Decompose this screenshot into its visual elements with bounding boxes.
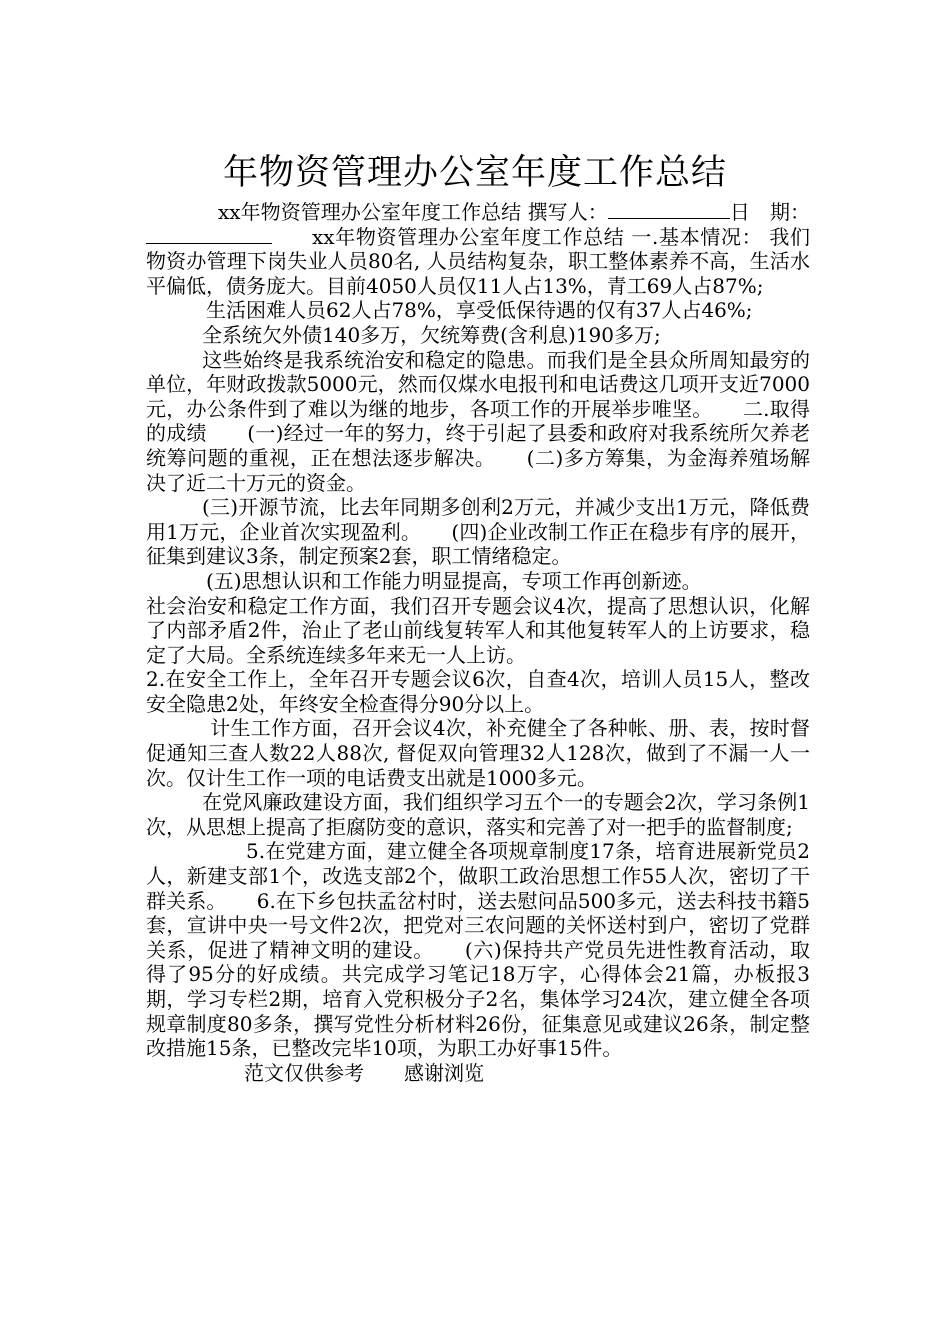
- paragraph-thinking-text: (五)思想认识和工作能力明显提高，专项工作再创新迹。: [206, 568, 702, 593]
- paragraph-party-building: [146, 839, 810, 1060]
- paragraph-thinking: [146, 569, 810, 594]
- paragraph-hardship-text: 生活困难人员62人占78%，享受低保待遇的仅有37人占46%;: [206, 298, 753, 323]
- intro-heading-author: xx年物资管理办公室年度工作总结 撰写人：: [218, 200, 608, 224]
- date-blank: [146, 227, 272, 244]
- paragraph-debt: [146, 323, 810, 348]
- paragraph-family-planning: [146, 716, 810, 790]
- paragraph-safety: [146, 667, 810, 716]
- paragraph-hazards-text: 这些始终是我系统治安和稳定的隐患。而我们是全县众所周知最穷的单位，年财政拨款5000元，然而仅煤水电报刊和电话费这几项开支近7000元，办公条件到了难以为继的地步，各项工作的开展举步唯坚。 二.取得的成绩 (一)经过一年的努力，终于引起了县委和政府对我系统所欠养老统筹问题的重视，正在想法逐步解决。 (二)多方筹集，为金海养殖场解决了近二十万元的资金。: [146, 347, 810, 495]
- paragraph-public-security: [146, 594, 810, 668]
- paragraph-integrity: [146, 790, 810, 839]
- paragraph-cost-saving: [146, 495, 810, 569]
- paragraph-intro: [146, 200, 810, 298]
- paragraph-hazards: [146, 348, 810, 496]
- paragraph-public-security-text: 社会治安和稳定工作方面，我们召开专题会议4次，提高了思想认识，化解了内部矛盾2件，治止了老山前线复转军人和其他复转军人的上访要求，稳定了大局。全系统连续多年来无一人上访。: [146, 593, 810, 667]
- author-blank: [608, 202, 730, 219]
- paragraph-cost-saving-text: (三)开源节流，比去年同期多创利2万元，并减少支出1万元，降低费用1万元，企业首次实现盈利。 (四)企业改制工作正在稳步有序的展开，征集到建议3条，制定预案2套，职工情绪稳定。: [146, 495, 810, 569]
- paragraph-integrity-text: 在党风廉政建设方面，我们组织学习五个一的专题会2次，学习条例1次，从思想上提高了拒腐防变的意识，落实和完善了对一把手的监督制度;: [146, 790, 810, 839]
- footer-note: 范文仅供参考 感谢浏览: [244, 1060, 484, 1085]
- paragraph-party-building-text: 5.在党建方面，建立健全各项规章制度17条，培育进展新党员2人，新建支部1个，改选支部2个，做职工政治思想工作55人次，密切了干群关系。 6.在下乡包扶孟岔村时，送去慰问品500多元，送去科技书籍5套，宣讲中央一号文件2次，把党对三农问题的关怀送村到户，密切了党群关系，促进了精神文明的建设。 (六)保持共产党员先进性教育活动，取得了95分的好成绩。共完成学习笔记18万字，心得体会21篇，办板报3期，学习专栏2期，培育入党积极分子2名，集体学习24次，建立健全各项规章制度80多条，撰写党性分析材料26份，征集意见或建议26条，制定整改措施15条，已整改完毕10项，为职工办好事15件。: [146, 839, 810, 1061]
- document-title: 年物资管理办公室年度工作总结: [222, 153, 727, 194]
- paragraph-safety-text: 2.在安全工作上，全年召开专题会议6次，自查4次，培训人员15人，整改安全隐患2处，年终安全检查得分90分以上。: [146, 667, 810, 716]
- paragraph-footer: [146, 1061, 810, 1086]
- document-body: [146, 200, 810, 1085]
- paragraph-hardship: [146, 298, 810, 323]
- paragraph-debt-text: 全系统欠外债140多万，欠统筹费(含利息)190多万;: [202, 322, 661, 347]
- paragraph-family-planning-text: 计生工作方面，召开会议4次，补充健全了各种帐、册、表，按时督促通知三查人数22人88次, 督促双向管理32人128次，做到了不漏一人一次。仅计生工作一项的电话费支出就是1000多元。: [146, 716, 810, 790]
- intro-date-label: 日 期：: [729, 200, 811, 224]
- intro-basic-situation: xx年物资管理办公室年度工作总结 一.基本情况： 我们物资办管理下岗失业人员80名, 人员结构复杂，职工整体素养不高，生活水平偏低，债务庞大。目前4050人员仅11人占13%，青工69人占87%;: [146, 224, 810, 298]
